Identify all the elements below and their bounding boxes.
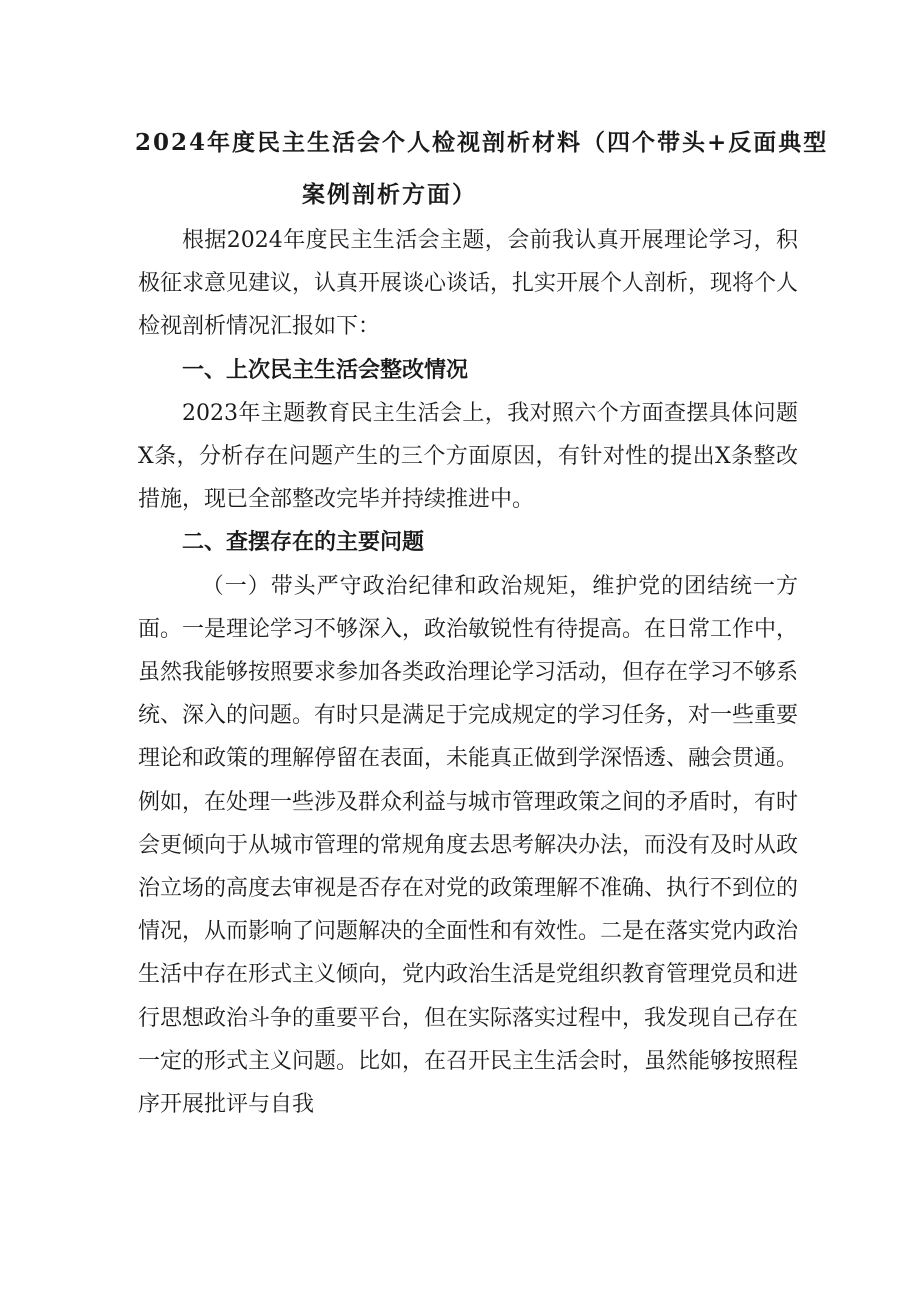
rectification-paragraph: 2023年主题教育民主生活会上，我对照六个方面查摆具体问题X条，分析存在问题产生的三个方面原因，有针对性的提出X条整改措施，现已全部整改完毕并持续推进中。 bbox=[138, 400, 798, 513]
document-title-line-1: 2024年度民主生活会个人检视剖析材料（四个带头+反面典型 bbox=[135, 129, 829, 156]
problems-paragraph: （一）带头严守政治纪律和政治规矩，维护党的团结统一方面。一是理论学习不够深入，政治敏锐性有待提高。在日常工作中，虽然我能够按照要求参加各类政治理论学习活动，但存在学习不够系统、深入的问题。有时只是满足于完成规定的学习任务，对一些重要理论和政策的理解停留在表面，未能真正做到学深悟透、融会贯通。例如，在处理一些涉及群众利益与城市管理政策之间的矛盾时，有时会更倾向于从城市管理的常规角度去思考解决办法，而没有及时从政治立场的高度去审视是否存在对党的政策理解不准确、执行不到位的情况，从而影响了问题解决的全面性和有效性。二是在落实党内政治生活中存在形式主义倾向，党内政治生活是党组织教育管理党员和进行思想政治斗争的重要平台，但在实际落实过程中，我发现自己存在一定的形式主义问题。比如，在召开民主生活会时，虽然能够按照程序开展批评与自我 bbox=[138, 573, 799, 1118]
section-heading-2: 二、查摆存在的主要问题 bbox=[182, 529, 425, 556]
intro-paragraph: 根据2024年度民主生活会主题，会前我认真开展理论学习，积极征求意见建议，认真开展谈心谈话，扎实开展个人剖析，现将个人检视剖析情况汇报如下： bbox=[138, 228, 799, 340]
document-body bbox=[138, 219, 798, 1126]
document-title-line-2: 案例剖析方面） bbox=[302, 181, 477, 208]
section-heading-1: 一、上次民主生活会整改情况 bbox=[182, 356, 469, 383]
